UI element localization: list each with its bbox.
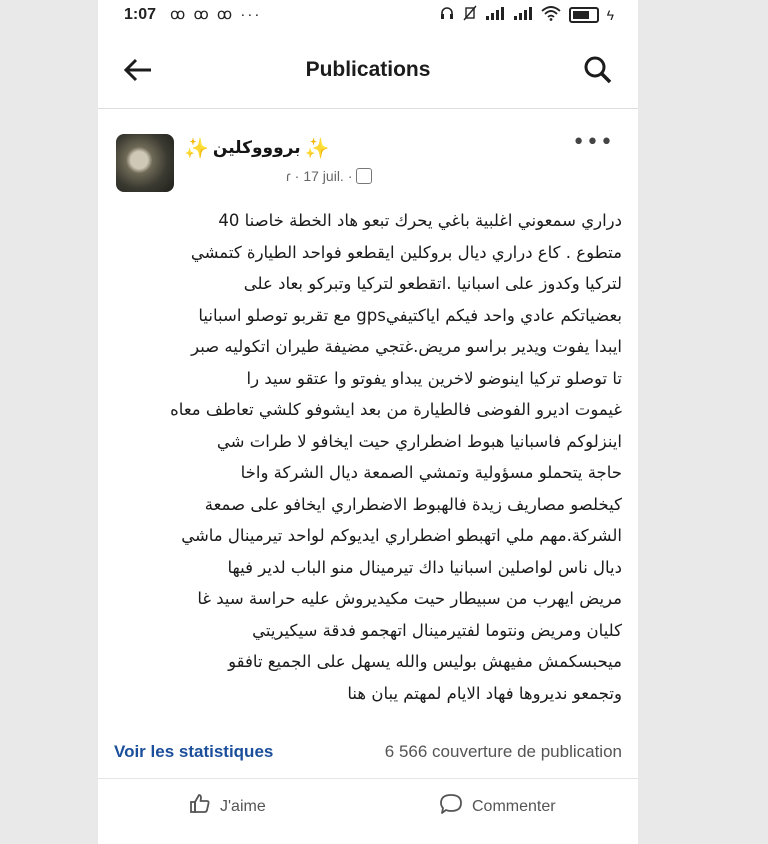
author-name[interactable]: بروووكلين: [212, 138, 301, 158]
post-text-line: ديال ناس لواصلين اسبانيا داك تيرمينال منو الباب لدير فيها: [227, 557, 622, 577]
post-text-line: متطوع . كاع دراري ديال بروكلين ايقطعو فواحد الطيارة كتمشي: [190, 242, 622, 262]
phone-screen: [98, 0, 638, 844]
post-text-line: وتجمعو نديروها فهاد الايام لمهتم يبان هنا: [347, 683, 622, 703]
muted-icon: [463, 5, 477, 24]
meta-separator-dot: ·: [347, 168, 353, 184]
post-text-line: ايبدا يفوت ويدير براسو مريض.غتجي مضيفة طيران اتكوليه صبر: [191, 337, 622, 356]
post-coverage: 6 566 couverture de publication: [384, 742, 622, 761]
comment-button[interactable]: [438, 792, 556, 821]
wifi-icon: [541, 5, 561, 24]
comment-label: Commenter: [472, 797, 556, 815]
meta-separator-dot: ·: [294, 168, 300, 184]
audience-icon: [356, 168, 372, 184]
post-text-line: لتركيا وكدوز على اسبانيا .اتقطعو لتركيا وتبركو بعاد على: [243, 274, 622, 293]
header-divider: [98, 108, 638, 109]
stats-row: [98, 736, 638, 768]
comment-icon: [438, 792, 464, 821]
post-meta: [286, 168, 372, 184]
post-text-line: مريض ايهرب من سبيطار حيت مكيديروش عليه حراسة سيد غا: [197, 589, 622, 608]
headphones-icon: [439, 5, 455, 24]
page-header: [98, 38, 638, 102]
thumbs-up-icon: [188, 792, 212, 821]
post-text: [112, 205, 622, 709]
post-text-line: غيموت اديرو الفوضى فالطيارة من بعد ايشوفو كلشي تعاطف معاه: [170, 400, 622, 419]
post-text-line: ميحبسكمش مفيهش بوليس والله يسهل على الجميع تافقو: [228, 652, 622, 671]
post-date: 17 juil.: [303, 168, 344, 184]
sparkle-icon: ✨: [184, 136, 209, 160]
post-text-line: كيخلصو مصاريف زيدة فالهبوط الاضطراري ايخافو على صمعة: [204, 494, 622, 514]
post-text-line: اينزلوكم فاسبانيا هبوط اضطراري حيت ايخافو لا طرات شي: [216, 431, 622, 451]
post-text-line: تا توصلو تركيا اينوضو لاخرين يبداو يفوتو وا عتقو سيد را: [246, 368, 622, 388]
status-bar: [98, 0, 638, 34]
sparkle-icon: ✨: [304, 136, 330, 160]
search-icon[interactable]: [580, 52, 616, 88]
charging-icon: ϟ: [606, 6, 614, 23]
signal-icon: [485, 6, 505, 23]
like-button[interactable]: [188, 792, 266, 821]
post-text-line: دراري سمعوني اغلبية باغي يحرك تبعو هاد الخطة خاصنا 40: [218, 211, 622, 230]
view-stats-link[interactable]: Voir les statistiques: [114, 742, 274, 761]
avatar[interactable]: [116, 134, 174, 192]
status-icons: [439, 5, 614, 24]
edited-icon: ɾ: [286, 168, 291, 184]
page-title: Publications: [305, 58, 431, 81]
post-text-line: بعضياتكم عادي واحد فيكم اياكتيفيgps مع تقربو توصلو اسبانيا: [198, 305, 622, 325]
post-author[interactable]: [184, 136, 330, 160]
signal-icon: [513, 6, 533, 23]
battery-icon: [569, 7, 599, 23]
more-options-icon[interactable]: •••: [572, 130, 614, 155]
status-time: 1:07: [124, 6, 157, 23]
post-text-line: كليان ومريض ونتوما لفتيرمينال اتهجمو فدقة سيكيريتي: [252, 620, 622, 640]
like-label: J'aime: [220, 797, 266, 815]
post-text-line: حاجة يتحملو مسؤولية وتمشي الصمعة ديال الشركة واخا: [240, 463, 622, 482]
actions-divider: [98, 778, 638, 779]
post-text-line: الشركة.مهم ملي اتهبطو اضطراري ايديوكم لواحد تيرمينال ماشي: [181, 526, 622, 545]
status-notifications: ꝏ ꝏ ꝏ ···: [170, 6, 262, 23]
